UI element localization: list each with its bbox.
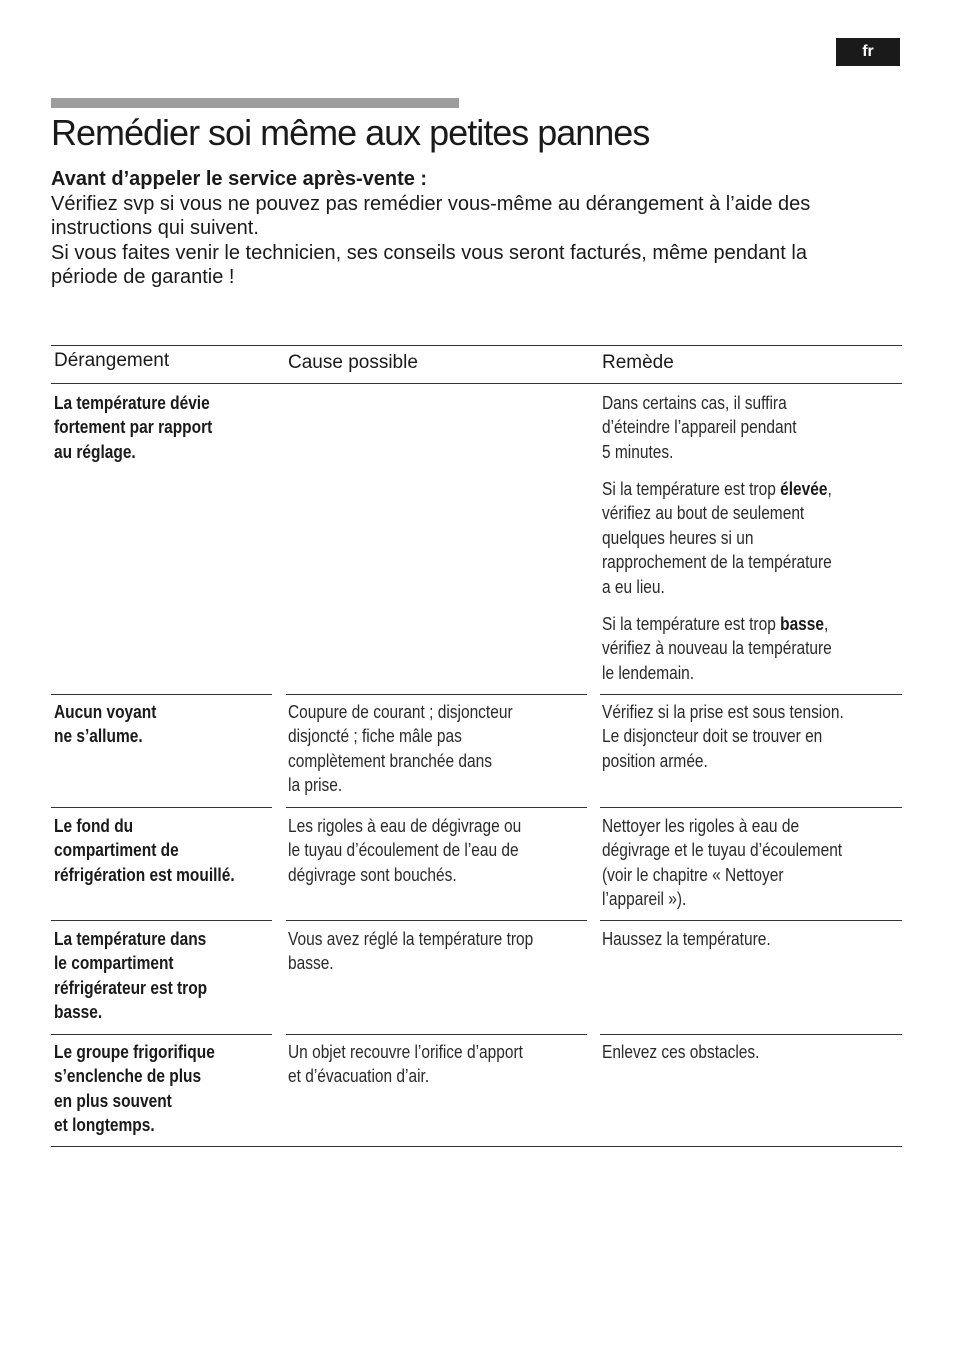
- intro-line: Si vous faites venir le technicien, ses conseils vous seront facturés, même pendant la: [51, 241, 807, 264]
- table-top-rule: [51, 345, 902, 346]
- row-rule: [51, 920, 272, 921]
- language-badge: fr: [836, 38, 900, 66]
- row-rule: [600, 1034, 902, 1035]
- table-row-4-remedy: Haussez la température.: [602, 929, 771, 949]
- table-row-5-cause: Un objet recouvre l’orifice d’apport et d’évacuation d’air.: [288, 1042, 523, 1087]
- intro-heading: Avant d’appeler le service après-vente :: [51, 168, 428, 190]
- table-row-2-remedy: Vérifiez si la prise est sous tension. Le disjoncteur doit se trouver en position armée.: [602, 702, 844, 771]
- table-row-4-fault: La température dans le compartiment réfrigérateur est trop basse.: [54, 929, 208, 1023]
- row-rule: [286, 694, 587, 695]
- table-row-1-remedy-2: Si la température est trop élevée, vérifiez au bout de seulement quelques heures si un rapprochement de la température a eu lieu.: [602, 479, 832, 597]
- row-rule: [286, 1034, 587, 1035]
- row-rule: [286, 920, 587, 921]
- table-row-3-fault: Le fond du compartiment de réfrigération est mouillé.: [54, 816, 235, 885]
- table-row-1-remedy-3: Si la température est trop basse, vérifiez à nouveau la température le lendemain.: [602, 614, 832, 683]
- intro-paragraph-2: [51, 241, 902, 290]
- table-row-4-cause: Vous avez réglé la température trop basse.: [288, 929, 534, 974]
- intro-section: [51, 167, 902, 290]
- table-row-5-fault: Le groupe frigorifique s’enclenche de plus en plus souvent et longtemps.: [54, 1042, 215, 1136]
- header-remedy: Remède: [602, 352, 674, 373]
- row-rule: [286, 807, 587, 808]
- intro-line: instructions qui suivent.: [51, 217, 259, 239]
- table-row-1-fault: La température dévie fortement par rapport au réglage.: [54, 393, 213, 462]
- row-rule: [51, 1034, 272, 1035]
- page-title: Remédier soi même aux petites pannes: [51, 112, 650, 153]
- intro-line: période de garantie !: [51, 266, 235, 288]
- table-row-2-cause: Coupure de courant ; disjoncteur disjoncté ; fiche mâle pas complètement branchée dans la prise.: [288, 702, 513, 796]
- header-fault: Dérangement: [54, 350, 170, 371]
- header-bottom-rule: [51, 383, 902, 384]
- intro-paragraph-1: [51, 192, 902, 241]
- table-row-2-fault: Aucun voyant ne s’allume.: [54, 702, 157, 747]
- title-accent-bar: [51, 98, 459, 108]
- table-row-3-cause: Les rigoles à eau de dégivrage ou le tuyau d’écoulement de l’eau de dégivrage sont bouchés.: [288, 816, 522, 885]
- row-rule: [51, 807, 272, 808]
- table-row-3-remedy: Nettoyer les rigoles à eau de dégivrage et le tuyau d’écoulement (voir le chapitre « Nettoyer l’appareil »).: [602, 816, 843, 910]
- row-rule: [600, 807, 902, 808]
- row-rule: [51, 694, 272, 695]
- table-row-1-remedy-1: Dans certains cas, il suffira d’éteindre l’appareil pendant 5 minutes.: [602, 393, 797, 462]
- row-rule: [600, 694, 902, 695]
- header-cause: Cause possible: [288, 352, 418, 373]
- row-rule: [600, 920, 902, 921]
- intro-line: Vérifiez svp si vous ne pouvez pas remédier vous-même au dérangement à l’aide des: [51, 192, 811, 215]
- table-row-5-remedy: Enlevez ces obstacles.: [602, 1042, 760, 1062]
- table-bottom-rule: [51, 1146, 902, 1147]
